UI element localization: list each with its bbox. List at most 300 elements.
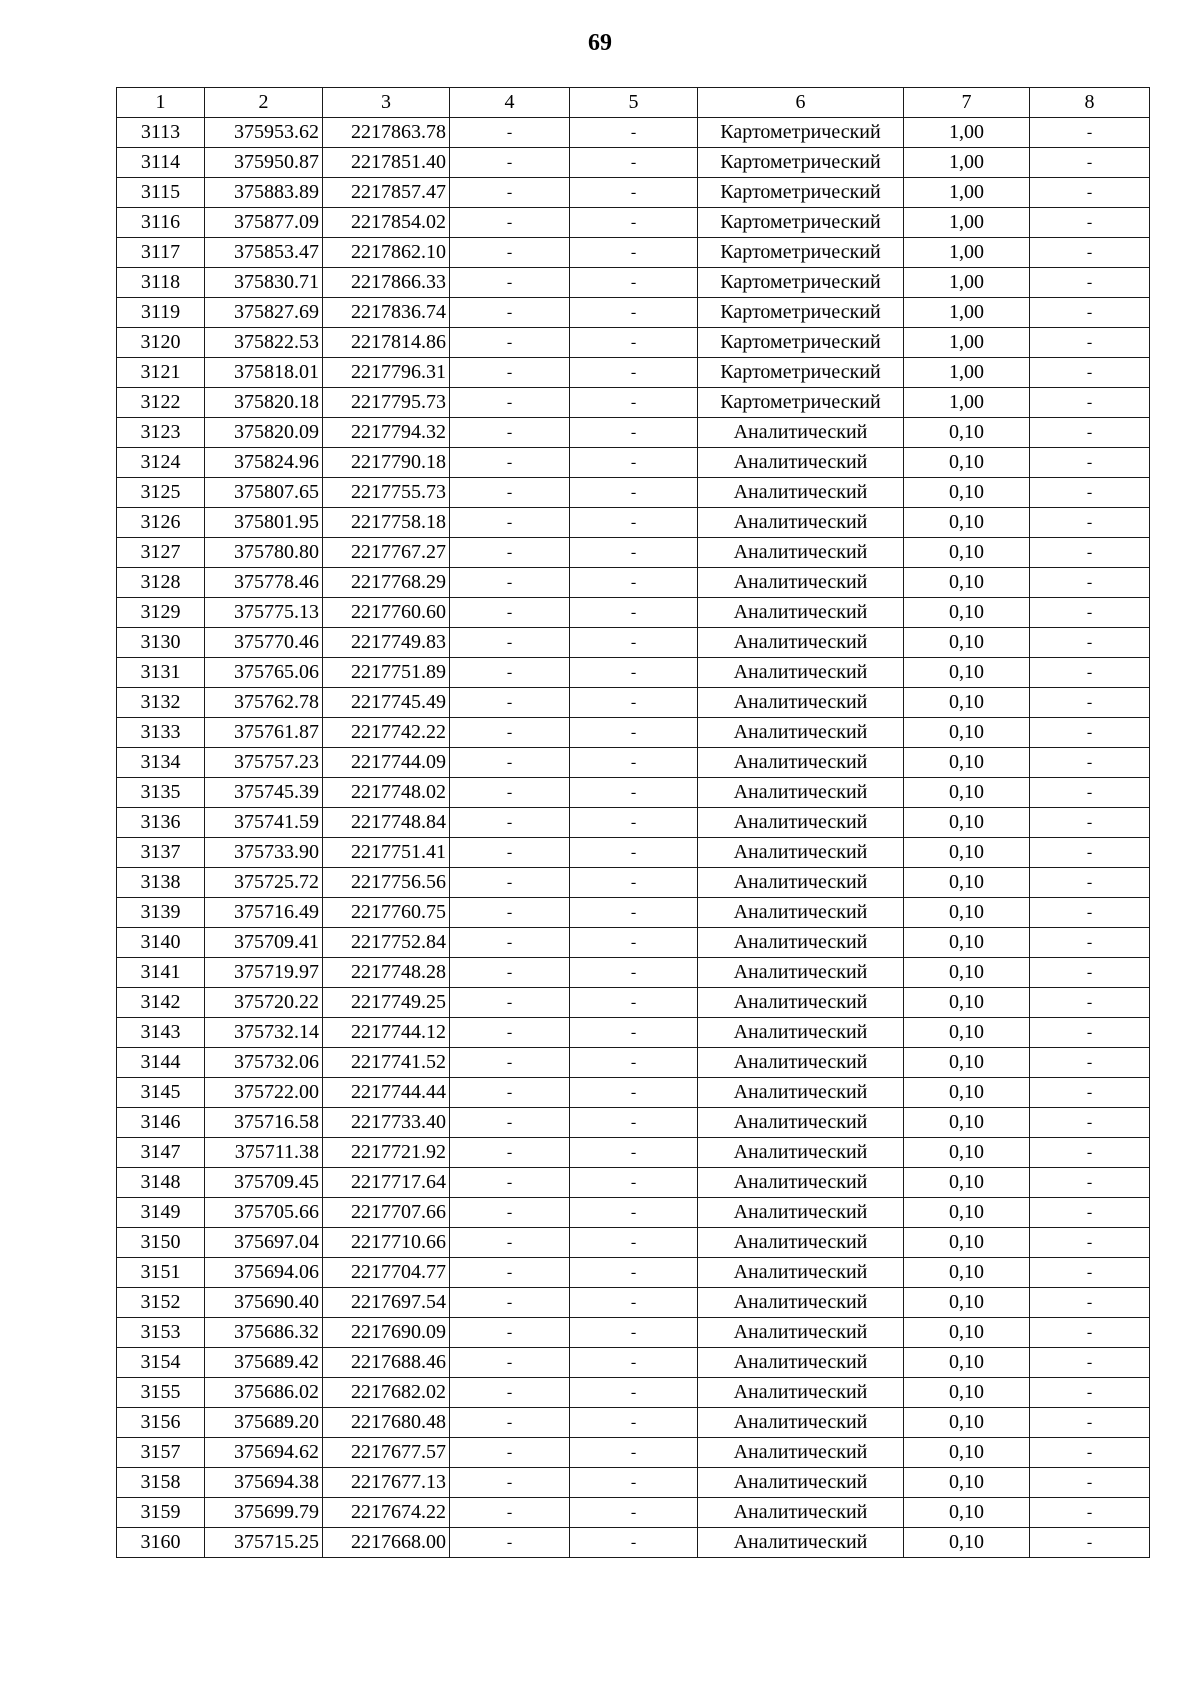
x-coordinate-cell: 375853.47 — [205, 238, 323, 268]
col4-cell: - — [450, 1288, 570, 1318]
col4-cell: - — [450, 598, 570, 628]
y-coordinate-cell: 2217756.56 — [323, 868, 450, 898]
col4-cell: - — [450, 1438, 570, 1468]
col8-cell: - — [1030, 778, 1150, 808]
col5-cell: - — [570, 208, 698, 238]
y-coordinate-cell: 2217674.22 — [323, 1498, 450, 1528]
method-cell: Аналитический — [698, 748, 904, 778]
y-coordinate-cell: 2217697.54 — [323, 1288, 450, 1318]
col8-cell: - — [1030, 928, 1150, 958]
x-coordinate-cell: 375709.45 — [205, 1168, 323, 1198]
method-cell: Аналитический — [698, 1018, 904, 1048]
accuracy-cell: 1,00 — [904, 148, 1030, 178]
col8-cell: - — [1030, 238, 1150, 268]
col5-cell: - — [570, 808, 698, 838]
method-cell: Аналитический — [698, 718, 904, 748]
accuracy-cell: 1,00 — [904, 118, 1030, 148]
col4-cell: - — [450, 868, 570, 898]
col5-cell: - — [570, 1138, 698, 1168]
method-cell: Аналитический — [698, 628, 904, 658]
y-coordinate-cell: 2217857.47 — [323, 178, 450, 208]
col5-cell: - — [570, 1048, 698, 1078]
col4-cell: - — [450, 268, 570, 298]
x-coordinate-cell: 375694.62 — [205, 1438, 323, 1468]
table-row — [117, 238, 1150, 268]
y-coordinate-cell: 2217760.75 — [323, 898, 450, 928]
point-number-cell: 3113 — [117, 118, 205, 148]
accuracy-cell: 1,00 — [904, 178, 1030, 208]
table-row — [117, 448, 1150, 478]
table-row — [117, 1228, 1150, 1258]
column-header: 7 — [904, 88, 1030, 118]
col8-cell: - — [1030, 1138, 1150, 1168]
y-coordinate-cell: 2217767.27 — [323, 538, 450, 568]
method-cell: Аналитический — [698, 1108, 904, 1138]
point-number-cell: 3145 — [117, 1078, 205, 1108]
accuracy-cell: 0,10 — [904, 478, 1030, 508]
col8-cell: - — [1030, 508, 1150, 538]
col4-cell: - — [450, 1348, 570, 1378]
col5-cell: - — [570, 1498, 698, 1528]
table-row — [117, 1258, 1150, 1288]
col8-cell: - — [1030, 418, 1150, 448]
col5-cell: - — [570, 1228, 698, 1258]
method-cell: Картометрический — [698, 268, 904, 298]
col4-cell: - — [450, 838, 570, 868]
table-row — [117, 178, 1150, 208]
x-coordinate-cell: 375765.06 — [205, 658, 323, 688]
col8-cell: - — [1030, 328, 1150, 358]
point-number-cell: 3135 — [117, 778, 205, 808]
col8-cell: - — [1030, 1318, 1150, 1348]
col4-cell: - — [450, 388, 570, 418]
method-cell: Аналитический — [698, 598, 904, 628]
y-coordinate-cell: 2217758.18 — [323, 508, 450, 538]
table-row — [117, 328, 1150, 358]
column-header: 2 — [205, 88, 323, 118]
col4-cell: - — [450, 418, 570, 448]
y-coordinate-cell: 2217862.10 — [323, 238, 450, 268]
y-coordinate-cell: 2217748.84 — [323, 808, 450, 838]
col5-cell: - — [570, 1438, 698, 1468]
point-number-cell: 3154 — [117, 1348, 205, 1378]
table-body — [117, 118, 1150, 1558]
x-coordinate-cell: 375818.01 — [205, 358, 323, 388]
method-cell: Аналитический — [698, 1408, 904, 1438]
col5-cell: - — [570, 1168, 698, 1198]
x-coordinate-cell: 375778.46 — [205, 568, 323, 598]
x-coordinate-cell: 375711.38 — [205, 1138, 323, 1168]
method-cell: Аналитический — [698, 1288, 904, 1318]
x-coordinate-cell: 375694.38 — [205, 1468, 323, 1498]
x-coordinate-cell: 375820.18 — [205, 388, 323, 418]
x-coordinate-cell: 375725.72 — [205, 868, 323, 898]
col5-cell: - — [570, 598, 698, 628]
col8-cell: - — [1030, 148, 1150, 178]
x-coordinate-cell: 375745.39 — [205, 778, 323, 808]
table-row — [117, 388, 1150, 418]
col8-cell: - — [1030, 1528, 1150, 1558]
col4-cell: - — [450, 328, 570, 358]
y-coordinate-cell: 2217749.83 — [323, 628, 450, 658]
y-coordinate-cell: 2217755.73 — [323, 478, 450, 508]
point-number-cell: 3150 — [117, 1228, 205, 1258]
x-coordinate-cell: 375732.06 — [205, 1048, 323, 1078]
accuracy-cell: 0,10 — [904, 748, 1030, 778]
col4-cell: - — [450, 928, 570, 958]
method-cell: Аналитический — [698, 1348, 904, 1378]
col4-cell: - — [450, 358, 570, 388]
col4-cell: - — [450, 1108, 570, 1138]
column-header: 5 — [570, 88, 698, 118]
col5-cell: - — [570, 658, 698, 688]
col5-cell: - — [570, 148, 698, 178]
point-number-cell: 3156 — [117, 1408, 205, 1438]
table-row — [117, 898, 1150, 928]
y-coordinate-cell: 2217741.52 — [323, 1048, 450, 1078]
accuracy-cell: 0,10 — [904, 1018, 1030, 1048]
table-row — [117, 1348, 1150, 1378]
accuracy-cell: 0,10 — [904, 628, 1030, 658]
col4-cell: - — [450, 1408, 570, 1438]
x-coordinate-cell: 375830.71 — [205, 268, 323, 298]
col5-cell: - — [570, 1018, 698, 1048]
x-coordinate-cell: 375761.87 — [205, 718, 323, 748]
col8-cell: - — [1030, 1258, 1150, 1288]
table-row — [117, 1168, 1150, 1198]
x-coordinate-cell: 375775.13 — [205, 598, 323, 628]
method-cell: Картометрический — [698, 178, 904, 208]
x-coordinate-cell: 375697.04 — [205, 1228, 323, 1258]
column-header: 6 — [698, 88, 904, 118]
y-coordinate-cell: 2217744.44 — [323, 1078, 450, 1108]
col5-cell: - — [570, 328, 698, 358]
y-coordinate-cell: 2217752.84 — [323, 928, 450, 958]
method-cell: Аналитический — [698, 688, 904, 718]
col4-cell: - — [450, 1258, 570, 1288]
y-coordinate-cell: 2217733.40 — [323, 1108, 450, 1138]
x-coordinate-cell: 375883.89 — [205, 178, 323, 208]
col5-cell: - — [570, 448, 698, 478]
x-coordinate-cell: 375733.90 — [205, 838, 323, 868]
point-number-cell: 3160 — [117, 1528, 205, 1558]
col5-cell: - — [570, 958, 698, 988]
point-number-cell: 3130 — [117, 628, 205, 658]
method-cell: Аналитический — [698, 1198, 904, 1228]
accuracy-cell: 1,00 — [904, 388, 1030, 418]
point-number-cell: 3132 — [117, 688, 205, 718]
col5-cell: - — [570, 298, 698, 328]
col8-cell: - — [1030, 118, 1150, 148]
accuracy-cell: 0,10 — [904, 898, 1030, 928]
y-coordinate-cell: 2217748.28 — [323, 958, 450, 988]
x-coordinate-cell: 375699.79 — [205, 1498, 323, 1528]
col4-cell: - — [450, 778, 570, 808]
col5-cell: - — [570, 688, 698, 718]
y-coordinate-cell: 2217707.66 — [323, 1198, 450, 1228]
y-coordinate-cell: 2217690.09 — [323, 1318, 450, 1348]
x-coordinate-cell: 375801.95 — [205, 508, 323, 538]
table-row — [117, 1438, 1150, 1468]
method-cell: Аналитический — [698, 808, 904, 838]
coordinates-table — [116, 87, 1150, 1558]
col4-cell: - — [450, 1498, 570, 1528]
point-number-cell: 3123 — [117, 418, 205, 448]
accuracy-cell: 0,10 — [904, 928, 1030, 958]
y-coordinate-cell: 2217745.49 — [323, 688, 450, 718]
table-row — [117, 658, 1150, 688]
col4-cell: - — [450, 148, 570, 178]
x-coordinate-cell: 375694.06 — [205, 1258, 323, 1288]
col8-cell: - — [1030, 1198, 1150, 1228]
accuracy-cell: 0,10 — [904, 1198, 1030, 1228]
col8-cell: - — [1030, 1378, 1150, 1408]
col4-cell: - — [450, 1468, 570, 1498]
col5-cell: - — [570, 508, 698, 538]
table-row — [117, 1018, 1150, 1048]
point-number-cell: 3127 — [117, 538, 205, 568]
col5-cell: - — [570, 1198, 698, 1228]
y-coordinate-cell: 2217748.02 — [323, 778, 450, 808]
method-cell: Аналитический — [698, 448, 904, 478]
col4-cell: - — [450, 748, 570, 778]
col4-cell: - — [450, 238, 570, 268]
col5-cell: - — [570, 1288, 698, 1318]
method-cell: Картометрический — [698, 358, 904, 388]
table-row — [117, 988, 1150, 1018]
method-cell: Картометрический — [698, 388, 904, 418]
method-cell: Картометрический — [698, 118, 904, 148]
col5-cell: - — [570, 718, 698, 748]
table-row — [117, 598, 1150, 628]
col5-cell: - — [570, 388, 698, 418]
col5-cell: - — [570, 538, 698, 568]
y-coordinate-cell: 2217795.73 — [323, 388, 450, 418]
col8-cell: - — [1030, 1078, 1150, 1108]
col8-cell: - — [1030, 748, 1150, 778]
accuracy-cell: 0,10 — [904, 1258, 1030, 1288]
point-number-cell: 3118 — [117, 268, 205, 298]
method-cell: Аналитический — [698, 658, 904, 688]
table-row — [117, 928, 1150, 958]
accuracy-cell: 0,10 — [904, 958, 1030, 988]
col5-cell: - — [570, 568, 698, 598]
col4-cell: - — [450, 1048, 570, 1078]
col5-cell: - — [570, 1408, 698, 1438]
table-row — [117, 1378, 1150, 1408]
col8-cell: - — [1030, 1288, 1150, 1318]
method-cell: Аналитический — [698, 928, 904, 958]
col8-cell: - — [1030, 568, 1150, 598]
method-cell: Аналитический — [698, 1168, 904, 1198]
y-coordinate-cell: 2217717.64 — [323, 1168, 450, 1198]
accuracy-cell: 0,10 — [904, 1168, 1030, 1198]
method-cell: Картометрический — [698, 238, 904, 268]
method-cell: Картометрический — [698, 208, 904, 238]
accuracy-cell: 0,10 — [904, 1378, 1030, 1408]
col4-cell: - — [450, 808, 570, 838]
accuracy-cell: 0,10 — [904, 448, 1030, 478]
y-coordinate-cell: 2217710.66 — [323, 1228, 450, 1258]
x-coordinate-cell: 375822.53 — [205, 328, 323, 358]
col8-cell: - — [1030, 808, 1150, 838]
accuracy-cell: 0,10 — [904, 658, 1030, 688]
table-row — [117, 1048, 1150, 1078]
col8-cell: - — [1030, 688, 1150, 718]
col5-cell: - — [570, 1108, 698, 1138]
x-coordinate-cell: 375770.46 — [205, 628, 323, 658]
accuracy-cell: 1,00 — [904, 208, 1030, 238]
y-coordinate-cell: 2217790.18 — [323, 448, 450, 478]
table-row — [117, 1198, 1150, 1228]
point-number-cell: 3155 — [117, 1378, 205, 1408]
table-row — [117, 1078, 1150, 1108]
accuracy-cell: 0,10 — [904, 1438, 1030, 1468]
x-coordinate-cell: 375762.78 — [205, 688, 323, 718]
x-coordinate-cell: 375689.42 — [205, 1348, 323, 1378]
accuracy-cell: 0,10 — [904, 1498, 1030, 1528]
y-coordinate-cell: 2217863.78 — [323, 118, 450, 148]
method-cell: Аналитический — [698, 898, 904, 928]
col5-cell: - — [570, 238, 698, 268]
y-coordinate-cell: 2217704.77 — [323, 1258, 450, 1288]
col8-cell: - — [1030, 868, 1150, 898]
col4-cell: - — [450, 118, 570, 148]
point-number-cell: 3151 — [117, 1258, 205, 1288]
y-coordinate-cell: 2217749.25 — [323, 988, 450, 1018]
point-number-cell: 3142 — [117, 988, 205, 1018]
col5-cell: - — [570, 1468, 698, 1498]
table-row — [117, 838, 1150, 868]
col4-cell: - — [450, 208, 570, 238]
method-cell: Аналитический — [698, 838, 904, 868]
accuracy-cell: 1,00 — [904, 358, 1030, 388]
x-coordinate-cell: 375705.66 — [205, 1198, 323, 1228]
col8-cell: - — [1030, 628, 1150, 658]
x-coordinate-cell: 375741.59 — [205, 808, 323, 838]
accuracy-cell: 0,10 — [904, 1408, 1030, 1438]
method-cell: Аналитический — [698, 1438, 904, 1468]
x-coordinate-cell: 375953.62 — [205, 118, 323, 148]
x-coordinate-cell: 375686.02 — [205, 1378, 323, 1408]
point-number-cell: 3147 — [117, 1138, 205, 1168]
table-row — [117, 508, 1150, 538]
accuracy-cell: 0,10 — [904, 1318, 1030, 1348]
table-row — [117, 748, 1150, 778]
col4-cell: - — [450, 178, 570, 208]
accuracy-cell: 0,10 — [904, 1078, 1030, 1108]
col8-cell: - — [1030, 268, 1150, 298]
table-row — [117, 1498, 1150, 1528]
x-coordinate-cell: 375820.09 — [205, 418, 323, 448]
table-row — [117, 1108, 1150, 1138]
method-cell: Аналитический — [698, 1468, 904, 1498]
method-cell: Аналитический — [698, 1258, 904, 1288]
method-cell: Аналитический — [698, 1318, 904, 1348]
y-coordinate-cell: 2217854.02 — [323, 208, 450, 238]
y-coordinate-cell: 2217682.02 — [323, 1378, 450, 1408]
col8-cell: - — [1030, 598, 1150, 628]
col4-cell: - — [450, 1018, 570, 1048]
col5-cell: - — [570, 988, 698, 1018]
col5-cell: - — [570, 628, 698, 658]
col4-cell: - — [450, 688, 570, 718]
table-row — [117, 1408, 1150, 1438]
y-coordinate-cell: 2217751.89 — [323, 658, 450, 688]
point-number-cell: 3131 — [117, 658, 205, 688]
col8-cell: - — [1030, 1168, 1150, 1198]
col4-cell: - — [450, 568, 570, 598]
point-number-cell: 3143 — [117, 1018, 205, 1048]
col8-cell: - — [1030, 658, 1150, 688]
y-coordinate-cell: 2217742.22 — [323, 718, 450, 748]
table-row — [117, 718, 1150, 748]
method-cell: Картометрический — [698, 328, 904, 358]
accuracy-cell: 0,10 — [904, 1228, 1030, 1258]
col4-cell: - — [450, 298, 570, 328]
accuracy-cell: 0,10 — [904, 538, 1030, 568]
point-number-cell: 3119 — [117, 298, 205, 328]
table-row — [117, 1528, 1150, 1558]
col5-cell: - — [570, 118, 698, 148]
table-row — [117, 538, 1150, 568]
col4-cell: - — [450, 988, 570, 1018]
accuracy-cell: 0,10 — [904, 598, 1030, 628]
col4-cell: - — [450, 478, 570, 508]
accuracy-cell: 1,00 — [904, 268, 1030, 298]
method-cell: Аналитический — [698, 1078, 904, 1108]
accuracy-cell: 0,10 — [904, 688, 1030, 718]
point-number-cell: 3138 — [117, 868, 205, 898]
table-row — [117, 118, 1150, 148]
point-number-cell: 3116 — [117, 208, 205, 238]
col5-cell: - — [570, 1258, 698, 1288]
col4-cell: - — [450, 1378, 570, 1408]
y-coordinate-cell: 2217836.74 — [323, 298, 450, 328]
point-number-cell: 3144 — [117, 1048, 205, 1078]
x-coordinate-cell: 375732.14 — [205, 1018, 323, 1048]
col4-cell: - — [450, 1228, 570, 1258]
y-coordinate-cell: 2217796.31 — [323, 358, 450, 388]
accuracy-cell: 0,10 — [904, 718, 1030, 748]
col5-cell: - — [570, 1378, 698, 1408]
method-cell: Аналитический — [698, 508, 904, 538]
point-number-cell: 3125 — [117, 478, 205, 508]
table-row — [117, 958, 1150, 988]
accuracy-cell: 0,10 — [904, 1528, 1030, 1558]
table-row — [117, 688, 1150, 718]
method-cell: Аналитический — [698, 1048, 904, 1078]
col8-cell: - — [1030, 1408, 1150, 1438]
page-number: 69 — [588, 30, 612, 56]
accuracy-cell: 0,10 — [904, 868, 1030, 898]
method-cell: Аналитический — [698, 538, 904, 568]
point-number-cell: 3137 — [117, 838, 205, 868]
accuracy-cell: 0,10 — [904, 508, 1030, 538]
col8-cell: - — [1030, 958, 1150, 988]
point-number-cell: 3115 — [117, 178, 205, 208]
y-coordinate-cell: 2217794.32 — [323, 418, 450, 448]
method-cell: Аналитический — [698, 778, 904, 808]
col5-cell: - — [570, 748, 698, 778]
y-coordinate-cell: 2217768.29 — [323, 568, 450, 598]
col4-cell: - — [450, 1528, 570, 1558]
point-number-cell: 3149 — [117, 1198, 205, 1228]
col8-cell: - — [1030, 718, 1150, 748]
col4-cell: - — [450, 1318, 570, 1348]
accuracy-cell: 1,00 — [904, 238, 1030, 268]
point-number-cell: 3136 — [117, 808, 205, 838]
